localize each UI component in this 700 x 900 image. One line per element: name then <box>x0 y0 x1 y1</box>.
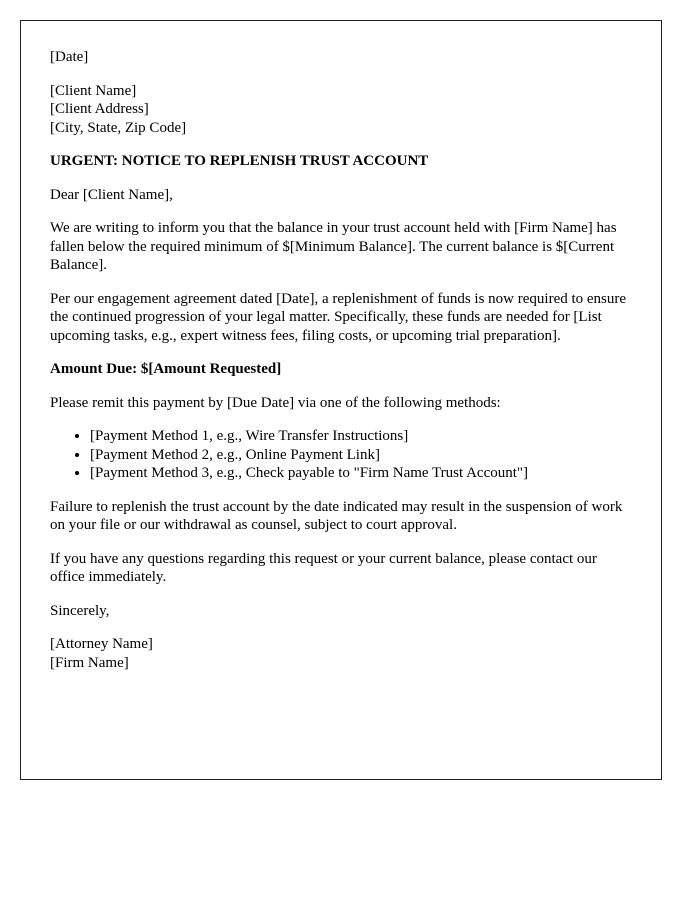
recipient-block <box>50 82 633 138</box>
paragraph-questions-contact: If you have any questions regarding this request or your current balance, please contact our office immediately. <box>50 550 597 585</box>
remit-instruction: Please remit this payment by [Due Date] via one of the following methods: <box>50 394 501 411</box>
subject-line: URGENT: NOTICE TO REPLENISH TRUST ACCOUNT <box>50 153 429 169</box>
signature-attorney-name: [Attorney Name] <box>50 636 153 652</box>
recipient-address: [Client Address] <box>50 101 149 117</box>
letter-page <box>20 20 662 780</box>
date-line: [Date] <box>50 49 89 65</box>
payment-method-item: • [Payment Method 1, e.g., Wire Transfer Instructions] <box>90 427 633 446</box>
paragraph-balance-notice: We are writing to inform you that the balance in your trust account held with [Firm Name] has fallen below the required minimum of $[Minimum Balance]. The current balance is $[Current Balance]. <box>50 220 617 273</box>
signature-block <box>50 635 633 672</box>
paragraph-failure-warning: Failure to replenish the trust account by the date indicated may result in the suspension of work on your file or our withdrawal as counsel, subject to court approval. <box>50 498 623 533</box>
signoff: Sincerely, <box>50 602 110 619</box>
payment-method-item: • [Payment Method 3, e.g., Check payable to "Firm Name Trust Account"] <box>90 464 633 483</box>
signature-firm-name: [Firm Name] <box>50 654 129 671</box>
amount-due-line: Amount Due: $[Amount Requested] <box>50 361 282 377</box>
paragraph-replenishment-required: Per our engagement agreement dated [Date], a replenishment of funds is now required to ensure the continued progression of your legal matter. Specifically, these funds are needed for [List upcoming tasks, e.g., expert witness fees, filing costs, or upcoming trial preparation]. <box>50 290 627 344</box>
recipient-name: [Client Name] <box>50 82 137 99</box>
payment-methods-list <box>50 427 633 483</box>
recipient-city-state-zip: [City, State, Zip Code] <box>50 119 187 136</box>
payment-method-item: • [Payment Method 2, e.g., Online Payment Link] <box>90 446 633 465</box>
salutation: Dear [Client Name], <box>50 186 173 203</box>
